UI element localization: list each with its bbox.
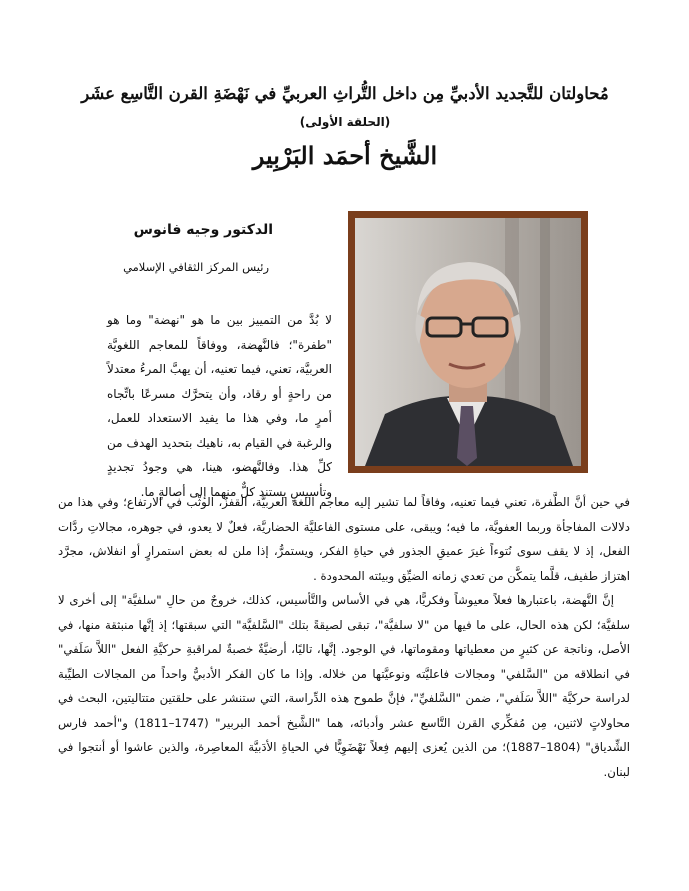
intro-paragraph: لا بُدَّ من التمييز بين ما هو "نهضة" وما هو "طفرة"؛ فالنَّهضة، ووفاقاً للمعاجم اللغويَّة العربيَّة، تعني، فيما تعنيه، أن يهبَّ المرءُ معتدلاً من راحةٍ أو رقاد، وأن يتحرَّك مسرعًا باتِّجاه أمرٍ ما، وفي هذا ما يفيد الاستعداد للعمل، والرغبة في القيام به، ناهيك بتحديد الهدف من كلِّ هذا. وفالنَّهضو، هينا، هي وجودُ تجديدٍ وتأسيسٍ يستند كلٌّ منهما إلى أصالةٍ ما. xyxy=(107,313,332,499)
author-portrait-icon xyxy=(355,218,581,466)
episode-label: (الحلقة الأولى) xyxy=(299,115,391,129)
author-name: الدكتور وجيه فانوس xyxy=(133,222,273,238)
article-body xyxy=(58,490,630,784)
author-photo xyxy=(348,211,588,473)
subject-name-heading: الشَّيخ أحمَد البَرْبِير xyxy=(252,141,438,170)
body-paragraph: إنَّ النَّهضة، باعتبارها فعلاً معيوشاً وفكريًّا، هي في الأساس والتَّأسيس، كذلك، خروجٌ من حالِ "سلفيَّة" إلى أخرى لا سلفيَّة؛ لكن هذه الحال، على ما فيها من "لا سلفيَّة"، تبقى لصيقةً بتلك "السَّلفيَّة" التي سبقتها؛ إذ إنَّها منبثقة منها، في الأصل، وناتجة عن كثيرٍ من معطياتها ومقوماتها، في الوجود. إنَّها، تاليًا، أرضيَّةٌ خصبةٌ لمراقبةِ حركيَّةِ الفعل "اللاَّ سَلَفي" في انطلاقه من "السَّلفي" ومجالات فاعليَّته ونوعيَّتها من خلاله. وإذا ما كان الفكر الأدبيُّ واحداً من المجالات الطيِّبة لدراسة حركيَّة "اللاَّ سَلَفي"، ضمن "السَّلفيِّ"، فإنَّ طموح هذه الدِّراسة، التي ستنشر على حلقتين متتاليتين، البحث في محاولاتٍ لاثنين، مِن مُفكِّري القرن التَّاسع عشر وأدبائه، هما "الشَّيخ أحمد البربير" (1747–1811) و"أحمد فارس الشِّدياق" (1804–1887)؛ من الذين يُعزى إليهم فِعلاً نَهْضَوِيًّا في الحياةِ الأدَبيَّة المعاصِرة، والذين عاشوا أو أنتجوا في لبنان. xyxy=(58,593,630,779)
body-paragraph: في حين أنَّ الطَّفرة، تعني فيما تعنيه، وفاقاً لما تشير إليه معاجم اللغة العربيَّة، القفزُ، الوثْب في الارتفاع؛ وفي هذا من دلالات المفاجأة وربما العفويَّة، ما فيه؛ ويبقى، على مستوى الفاعليَّة الحضاريَّة، فعلٌ لا يعدو، في جوهره، مجالاتِ ردَّات الفعل، إذ لا يقف سوى نُتوءاً غيرَ عميقِ الجذور في حياةِ الفكر، ويستمرُّ، إذا ملن له بعض استمرارٍ أو انفلاش، مجرَّد اهتزاز طفيف، قلَّما يتمكَّن من تعدي زمانه الضيِّق وبيئته المحدودة . xyxy=(58,495,630,583)
article-title: مُحاولتان للتَّجديد الأدبيِّ مِن داخل التُّراثِ العربيِّ في نَهْضَةِ القرن التَّاسِع عشَر xyxy=(81,84,609,103)
author-role: رئيس المركز الثقافي الإسلامي xyxy=(123,260,269,274)
